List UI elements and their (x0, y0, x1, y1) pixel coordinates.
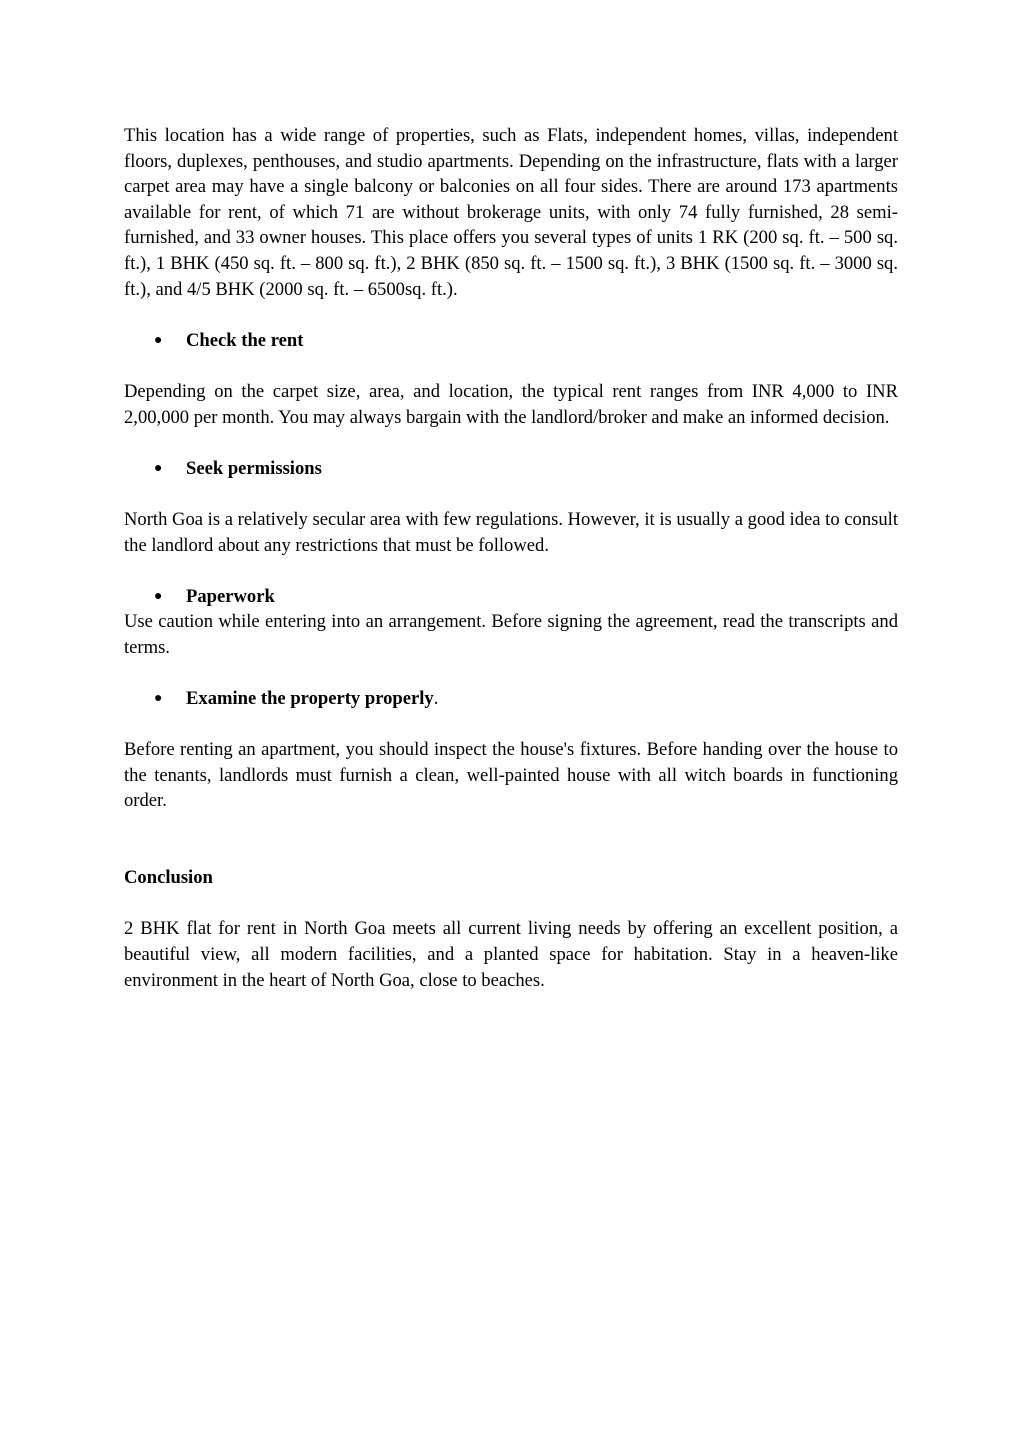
paperwork-paragraph: Use caution while entering into an arrangement. Before signing the agreement, read the transcripts and terms. (124, 611, 898, 658)
bullet-dot-icon: ● (154, 460, 163, 476)
examine-property-paragraph: Before renting an apartment, you should inspect the house's fixtures. Before handing over the house to the tenants, landlords must furnish a clean, well-painted house with all witch boards in functioning order. (124, 739, 898, 812)
bullet-examine-property (124, 686, 898, 712)
bullet-check-rent (124, 328, 898, 354)
conclusion-heading: Conclusion (124, 867, 213, 889)
bullet-dot-icon: ● (154, 691, 163, 707)
bullet-heading: Paperwork (186, 585, 275, 607)
bullet-seek-permissions (124, 456, 898, 482)
check-rent-paragraph: Depending on the carpet size, area, and location, the typical rent ranges from INR 4,000 to INR 2,00,000 per month. You may always bargain with the landlord/broker and make an informed decision. (124, 380, 898, 428)
seek-permissions-paragraph: North Goa is a relatively secular area with few regulations. However, it is usually a good idea to consult the landlord about any restrictions that must be followed. (124, 508, 898, 556)
document-page (124, 123, 898, 993)
bullet-paperwork (124, 584, 898, 610)
bullet-heading: Seek permissions (186, 457, 322, 479)
conclusion-paragraph: 2 BHK flat for rent in North Goa meets all current living needs by offering an excellent position, a beautiful view, all modern facilities, and a planted space for habitation. Stay in a heaven-like environment in the heart of North Goa, close to beaches. (124, 918, 898, 991)
bullet-heading: Examine the property properly (186, 688, 434, 710)
bullet-dot-icon: ● (154, 332, 163, 348)
bullet-heading-suffix: . (433, 688, 439, 710)
bullet-dot-icon: ● (154, 588, 163, 604)
intro-paragraph: This location has a wide range of properties, such as Flats, independent homes, villas, independent floors, duplexes, penthouses, and studio apartments. Depending on the infrastructure, flats with a larger carpet area may have a single balcony or balconies on all four sides. There are around 173 apartments available for rent, of which 71 are without brokerage units, with only 74 fully furnished, 28 semi-furnished, and 33 owner houses. This place offers you several types of units 1 RK (200 sq. ft. – 500 sq. ft.), 1 BHK (450 sq. ft. – 800 sq. ft.), 2 BHK (850 sq. ft. – 1500 sq. ft.), 3 BHK (1500 sq. ft. – 3000 sq. ft.), and 4/5 BHK (2000 sq. ft. – 6500sq. ft.). (124, 125, 898, 300)
bullet-heading: Check the rent (186, 329, 304, 351)
